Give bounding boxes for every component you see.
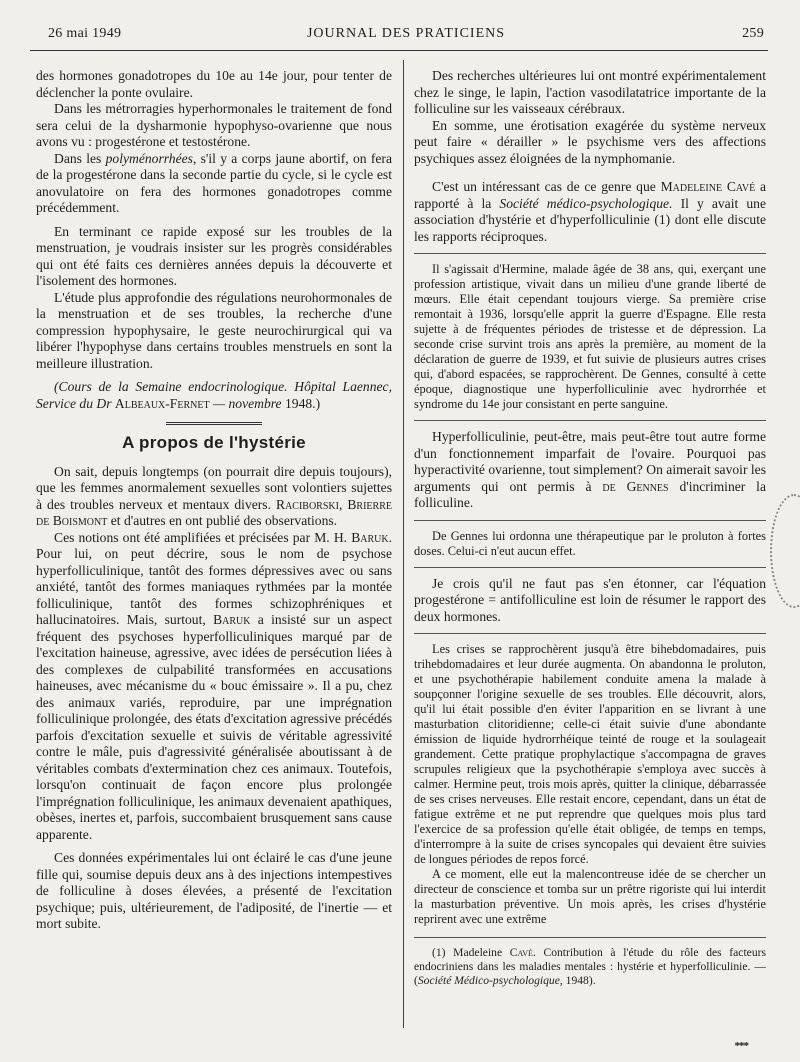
citation: (Cours de la Semaine endocrinologique. Hôpital Laennec, Service du Dr Albeaux-Fernet — novembre 1948.) bbox=[36, 379, 392, 411]
section-divider bbox=[166, 422, 262, 427]
journal-title: JOURNAL DES PRATICIENS bbox=[306, 26, 506, 41]
paragraph: Ces données expérimentales lui ont éclairé le cas d'une jeune fille qui, soumise depuis deux ans à des injections intempestives de folliculine à doses élevées, a présenté de l'excitation psychique; puis, ultérieurement, de l'adiposité, de l'inertie — et mort subite. bbox=[36, 850, 392, 931]
footnote: (1) Madeleine Cavé. Contribution à l'étude du rôle des facteurs endocriniens dans les maladies mentales : hystérie et hyperfolliculinie. — (Société Médico-psychologique, 1948). bbox=[414, 946, 766, 987]
case-paragraph: Il s'agissait d'Hermine, malade âgée de 38 ans, qui, exerçant une profession artistique, vivait dans un milieu d'une grande liberté de mœurs. Elle était cependant toujours vierge. Sa première crise remontait à 1936, lorsqu'elle apprit la guerre d'Espagne. Elle resta sujette à de fréquentes périodes de tristesse et de dépression. La seconde crise survint trois ans après la première, au moment de la déclaration de guerre de 1939, et fut suivie de plusieurs autres crises qui, d'abord espacées, se rapprochèrent. De Gennes, consulté à cette époque, diagnostique une hyperfolliculinie avec hydrorrhée et syndrome du 14e jour consistant en perte sanguine. bbox=[414, 262, 766, 411]
left-column bbox=[36, 68, 392, 933]
paragraph: Hyperfolliculinie, peut-être, mais peut-être tout autre forme d'un fonctionnement imparfait de l'ovaire. Pourquoi pas hyperactivité ovarienne, tout simplement? On aimerait savoir les arguments qui ont permis à de Gennes d'incriminer la folliculine. bbox=[414, 429, 766, 510]
footnote-rule bbox=[414, 937, 766, 938]
divider bbox=[414, 420, 766, 421]
paragraph: Des recherches ultérieures lui ont montré expérimentalement chez le singe, le lapin, l'action vasodilatatrice importante de la folliculine sur les vaisseaux cérébraux. bbox=[414, 68, 766, 116]
paragraph: On sait, depuis longtemps (on pourrait dire depuis toujours), que les femmes anormalement sexuelles sont volontiers sujettes à des troubles nerveux et mentaux divers. Raciborski, Brierre de Boismont et d'autres en ont publié des observations. bbox=[36, 463, 392, 528]
case-paragraph: Les crises se rapprochèrent jusqu'à être bihebdomadaires, puis trihebdomadaires et leur durée augmenta. On abandonna le proluton, et une psychothérapie habilement conduite amena la malade à soupçonner l'origine sexuelle de ses troubles. Elle découvrit, alors, qu'il lui était possible d'en éviter l'apparition en se livrant à une masturbation clitoridienne; celle-ci était suivie d'une abondante émission de liquide hydrorrhéique teinté de rouge et la soulageait grandement. Cette pratique prophylactique s'accompagna de graves scrupules religieux que la psychothérapie s'employa avec succès à calmer. Hermine peut, trois mois après, quitter la clinique, débarrassée de ses crises nerveuses. Elle restait encore, cependant, dans un état de fatigue extrême et ne put reprendre que quelques mois plus tard l'exercice de sa profession qu'elle était obligée, de temps en temps, d'interrompre à la suite de crises syncopales qui devaient être suivies de longues périodes de repos forcé. bbox=[414, 642, 766, 866]
paragraph: Dans les polyménorrhées, s'il y a corps jaune abortif, on fera de la progestérone dans la seconde partie du cycle, si le cycle est anovulatoire on fera des hormones gonadotropes comme précédemment. bbox=[36, 150, 392, 215]
paragraph: En somme, une érotisation exagérée du système nerveux peut faire « dérailler » le psychisme vers des affections psychiques assez éloignées de la nymphomanie. bbox=[414, 117, 766, 166]
right-column bbox=[414, 68, 766, 988]
case-paragraph: A ce moment, elle eut la malencontreuse idée de se chercher un directeur de conscience et tomba sur un prêtre rigoriste qui lui interdit la masturbation préventive. Un mois après, les crises d'hystérie reprirent avec une extrême bbox=[414, 867, 766, 926]
paragraph: C'est un intéressant cas de ce genre que Madeleine Cavé a rapporté à la Société médico-psychologique. Il y avait une association d'hystérie et d'hyperfolliculinie (1) dont elle discute les rapports réciproques. bbox=[414, 179, 766, 244]
case-paragraph: De Gennes lui ordonna une thérapeutique par le proluton à fortes doses. Celui-ci n'eut aucun effet. bbox=[414, 528, 766, 558]
end-mark: *** bbox=[734, 1040, 748, 1052]
page-number: 259 bbox=[742, 26, 764, 41]
paragraph: Dans les métrorragies hyperhormonales le traitement de fond sera celui de la dysharmonie hypophyso-ovarienne que nous avons vu : progestérone et testostérone. bbox=[36, 101, 392, 149]
paragraph: En terminant ce rapide exposé sur les troubles de la menstruation, je voudrais insister sur les progrès considérables qui ont été faits ces dernières années depuis la découverte et l'isolement des hormones. bbox=[36, 223, 392, 288]
library-stamp bbox=[770, 494, 800, 608]
divider bbox=[414, 520, 766, 521]
divider bbox=[414, 567, 766, 568]
header-rule bbox=[30, 50, 768, 51]
paragraph: Ces notions ont été amplifiées et précisées par M. H. Baruk. Pour lui, on peut décrire, sous le nom de psychose hyperfolliculinique, tantôt des formes dépressives avec ou sans anxiété, tantôt des formes maniaques rythmées par la montée folliculinique, tantôt des formes schizophréniques et hallucinatoires. Mais, surtout, Baruk a insisté sur un aspect fréquent des psychoses hyperfolliculiniques marqué par de l'excitation haineuse, agressive, avec idées de persécution liées à des complexes de culpabilité transformées en accusations haineuses, avec mécanisme du « bouc émissaire ». Il a pu, chez des animaux variés, reproduire, par une imprégnation folliculinique prolongée, des états d'excitation agressive précédés parfois d'excitation sexuelle et suivis de véritable agressivité contre le mâle, puis d'agressivité généralisée aboutissant à de véritables combats d'extermination chez ces animaux. Toutefois, lorsqu'on continuait de façon encore plus prolongée l'imprégnation folliculinique, les animaux devenaient apathiques, obèses, inertes et, parfois, succombaient brusquement sans cause apparente. bbox=[36, 529, 392, 842]
paragraph: Je crois qu'il ne faut pas s'en étonner, car l'équation progestérone = antifolliculine est loin de résumer le rapport des deux hormones. bbox=[414, 575, 766, 624]
header-date: 26 mai 1949 bbox=[48, 26, 122, 41]
section-heading: A propos de l'hystérie bbox=[122, 433, 306, 452]
divider bbox=[414, 633, 766, 634]
column-divider bbox=[403, 60, 404, 1028]
divider bbox=[414, 253, 766, 254]
paragraph: des hormones gonadotropes du 10e au 14e jour, pour tenter de déclencher la ponte ovulaire. bbox=[36, 68, 392, 100]
running-header bbox=[48, 22, 764, 48]
paragraph: L'étude plus approfondie des régulations neurohormonales de la menstruation et de ses troubles, la recherche d'une compression hypophysaire, le geste neurochirurgical qui va libérer l'hypophyse dans certains troubles menstruels en sont la meilleure illustration. bbox=[36, 289, 392, 371]
